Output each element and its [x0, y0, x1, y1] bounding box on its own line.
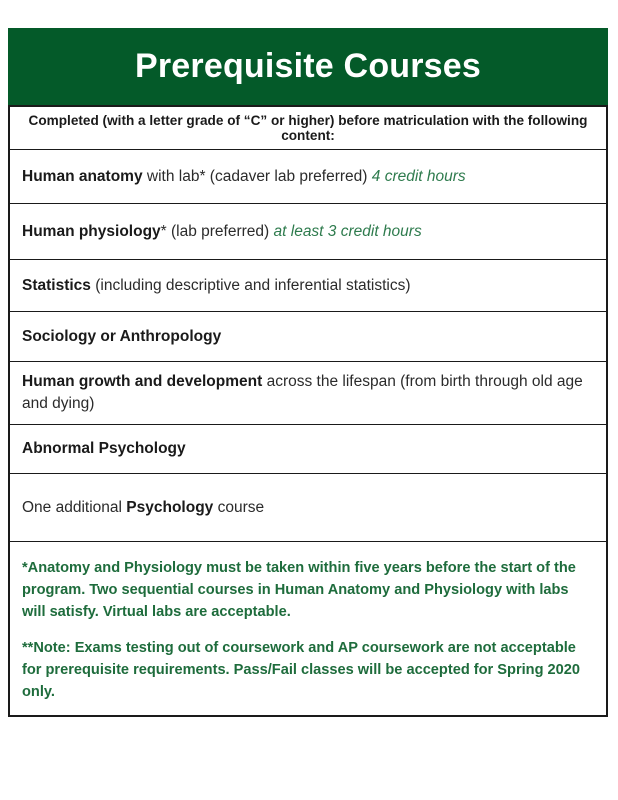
note-paragraph: *Anatomy and Physiology must be taken within five years before the start of the program. Two sequential courses in Human Anatomy and Physiology with labs will satisfy. Virtual labs are acceptable.: [22, 560, 576, 620]
row-segment: course: [213, 498, 265, 516]
row-segment: 4 credit hours: [371, 167, 466, 185]
prerequisite-courses-flyer: [8, 28, 608, 717]
row-segment: Human physiology: [22, 222, 161, 240]
row-segment: * (lab preferred): [160, 222, 274, 240]
row-segment: Human growth and development: [22, 373, 263, 390]
row-text: [22, 221, 422, 243]
row-text: [22, 371, 592, 415]
row-segment: with lab* (cadaver lab preferred): [142, 167, 372, 185]
intro-row: [10, 107, 606, 150]
row-segment: Abnormal Psychology: [22, 440, 186, 457]
row-segment: Statistics: [22, 276, 91, 294]
row-text: [22, 497, 264, 519]
page-title: Prerequisite Courses: [134, 47, 482, 85]
flyer-header: [8, 28, 608, 105]
intro-text: Completed (with a letter grade of “C” or higher) before matriculation with the following content:: [28, 113, 588, 143]
row-text: [22, 275, 411, 297]
course-rows: [10, 150, 606, 542]
row-segment: One additional: [22, 498, 127, 516]
row-segment: (including descriptive and inferential statistics): [90, 276, 411, 294]
row-segment: Sociology or Anthropology: [22, 327, 222, 345]
table-row: [10, 362, 606, 425]
courses-table: [8, 105, 608, 717]
row-segment: Human anatomy: [22, 167, 143, 185]
notes-row: [10, 542, 606, 715]
row-segment: at least 3 credit hours: [273, 222, 422, 240]
table-row: [10, 425, 606, 474]
table-row: [10, 474, 606, 542]
row-text: [22, 326, 221, 348]
table-row: [10, 260, 606, 312]
table-row: [10, 204, 606, 260]
row-segment: Psychology: [126, 498, 214, 516]
note-paragraph: **Note: Exams testing out of coursework and AP coursework are not acceptable for prerequisite requirements. Pass/Fail classes will be accepted for Spring 2020 only.: [22, 640, 581, 700]
row-text: [22, 166, 466, 188]
table-row: [10, 150, 606, 204]
table-row: [10, 312, 606, 362]
row-segment: across the lifespan (from birth through old age and dying): [22, 373, 583, 412]
row-text: [22, 438, 186, 460]
